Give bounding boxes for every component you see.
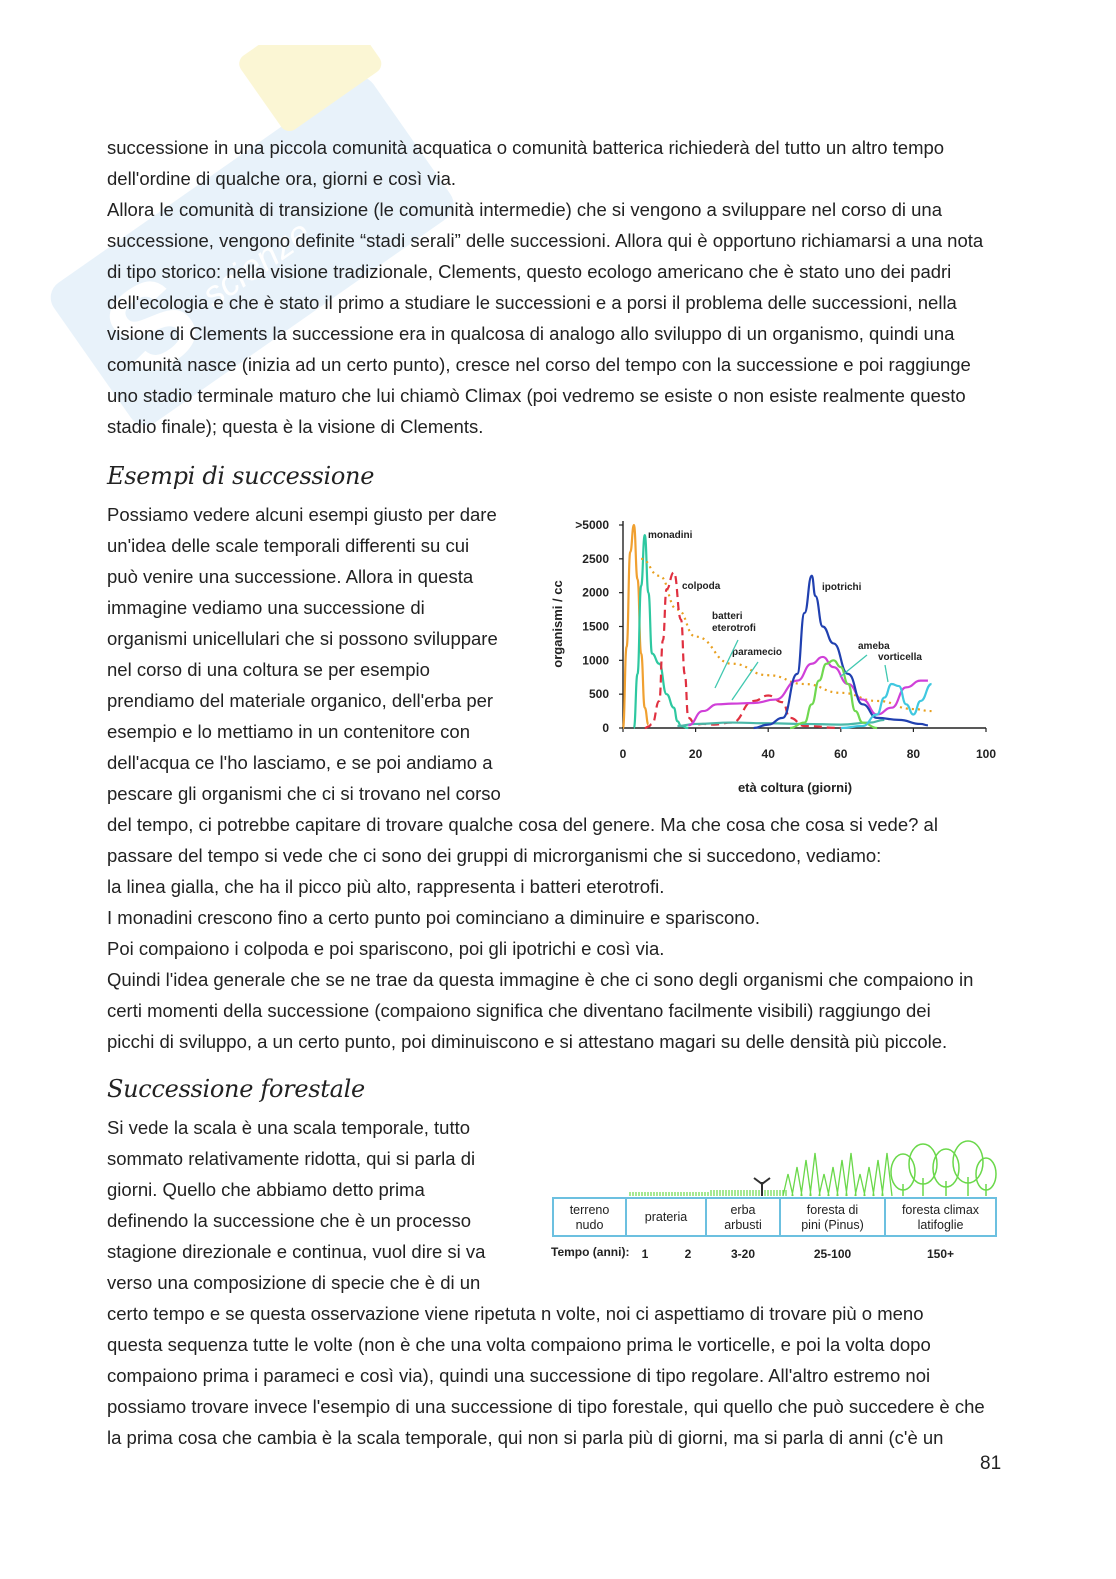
svg-text:scienze: scienze [194,211,318,316]
text-line: stadio finale); questa è la visione di Clements. [107,416,484,437]
text-line: un'idea delle scale temporali differenti su cui [107,535,470,556]
text-line: giorni. Quello che abbiamo detto prima [107,1179,425,1200]
text-line: comunità nasce (inizia ad un certo punto), cresce nel corso del tempo con la successione e poi raggiunge [107,354,971,375]
text-line: Quindi l'idea generale che se ne trae da questa immagine è che ci sono degli organismi che compaiono in [107,969,974,990]
text-line: visione di Clements la successione era in qualcosa di analogo allo sviluppo di un organismo, quindi una [107,323,955,344]
text-line: sommato relativamente ridotta, qui si parla di [107,1148,476,1169]
stage-years: 25-100 [813,1247,852,1261]
text-line: pescare gli organismi che ci si trovano nel corso [107,783,501,804]
text-line: definendo la successione che è un processo [107,1210,472,1231]
series-line-batteri-eterotrofi-lineare- [677,720,884,726]
text-line: dell'acqua ce l'ho lasciamo, e se poi andiamo a [107,752,493,773]
text-line: dell'ecologia e che è stato il primo a studiare le successioni e a porsi il problema delle successioni, nella [107,292,957,313]
section2-full-text [107,1298,985,1453]
stage-label: prateria [644,1210,688,1224]
text-line: di tipo storico: nella visione tradizionale, Clements, questo ecologo americano che è stato uno dei padri [107,261,952,282]
section-heading-esempi: Esempi di successione [107,462,375,490]
x-tick-label: 60 [834,747,848,761]
chart-annotation: monadini [648,530,693,541]
x-axis-label: età coltura (giorni) [737,780,853,795]
stage-label: latifoglie [917,1218,964,1232]
text-line: nel corso di una coltura se per esempio [107,659,430,680]
text-line: immagine vediamo una successione di [107,597,425,618]
x-tick-label: 40 [761,747,775,761]
series-line-monadini [634,535,688,728]
stage-years: 2 [684,1247,692,1261]
y-tick-label: 0 [602,721,609,735]
text-line: certi momenti della successione (compaiono significa che diventano facilmente visibili) raggiungo dei [107,1000,931,1021]
stage-label: pini (Pinus) [801,1218,864,1232]
text-line: questa sequenza tutte le volte (non è che una volta compaiono prima le vorticelle, e poi la volta dopo [107,1334,931,1355]
text-line: possiamo trovare invece l'esempio di una successione di tipo forestale, qui quello che può succedere è che [107,1396,985,1417]
annotation-arrow [732,662,758,700]
annotation-arrow [840,655,867,677]
text-line: organismi unicellulari che si possono sviluppare [107,628,498,649]
text-line: prendiamo del materiale organico, dell'erba per [107,690,494,711]
text-line: del tempo, ci potrebbe capitare di trovare qualche cosa del genere. Ma che cosa che cosa si vede? al [107,814,938,835]
text-line: la linea gialla, che ha il picco più alto, rappresenta i batteri eterotrofi. [107,876,665,897]
text-line: compaiono prima i parameci e così via), quindi una successione di tipo regolare. All'altro estremo noi [107,1365,931,1386]
annotation-arrow [885,665,888,682]
text-line: la prima cosa che cambia è la scala temporale, qui non si parla più di giorni, ma si parla di anni (c'è un [107,1427,944,1448]
chart-annotation: colpoda [682,581,721,592]
chart-annotation: batteri [712,611,743,622]
text-line: I monadini crescono fino a certo punto poi cominciano a diminuire e spariscono. [107,907,761,928]
section1-full-text [107,809,973,1057]
series-line-ameba [790,660,877,728]
section-heading-forestale: Successione forestale [107,1075,365,1103]
text-line: successione in una piccola comunità acquatica o comunità batterica richiederà del tutto un altro tempo [107,137,945,158]
succession-line-chart [540,512,1010,812]
text-line: può venire una successione. Allora in questa [107,566,474,587]
text-line: passare del tempo si vede che ci sono dei gruppi di microrganismi che si succedono, vediamo: [107,845,882,866]
y-tick-label: 1500 [582,619,609,634]
text-line: certo tempo e se questa osservazione viene ripetuta n volte, noi ci aspettiamo di trovare più o meno [107,1303,924,1324]
text-line: stagione direzionale e continua, vuol dire si va [107,1241,486,1262]
intro-paragraph [107,132,983,442]
time-row-label: Tempo (anni): [551,1245,630,1259]
stage-label: terreno [569,1203,610,1217]
chart-annotation: paramecio [732,647,783,658]
stage-years: 3-20 [730,1247,756,1261]
section2-wrap-text [107,1112,485,1298]
chart-annotation: ipotrichi [822,582,862,593]
text-line: Allora le comunità di transizione (le comunità intermedie) che si vengono a sviluppare nel corso di una [107,199,943,220]
text-line: Poi compaiono i colpoda e poi spariscono, poi gli ipotrichi e così via. [107,938,665,959]
text-line: verso una composizione di specie che è di un [107,1272,481,1293]
stage-label: erba [730,1203,756,1217]
y-tick-label: 1000 [582,653,609,668]
text-line: esempio e lo mettiamo in un contenitore con [107,721,471,742]
section1-wrap-text [107,499,501,809]
text-line: uno stadio terminale maturo che lui chiamò Climax (poi vedremo se esiste o non esiste realmente questo [107,385,966,406]
pine-forest-illustration [783,1153,892,1196]
y-axis-label: organismi / cc [550,580,565,668]
stage-label: foresta di [806,1203,859,1217]
chart-annotation: eterotrofi [712,623,756,634]
svg-text:S: S [80,248,224,404]
y-tick-label: 500 [588,687,609,702]
forest-succession-diagram [548,1120,1008,1270]
x-tick-label: 0 [619,747,627,761]
page-number: 81 [980,1453,1002,1474]
stage-label: foresta climax [901,1203,980,1217]
text-line: picchi di sviluppo, a un certo punto, poi diminuiscono e si attestano magari su delle densità più piccole. [107,1031,948,1052]
stage-label: nudo [575,1218,604,1232]
stage-years: 150+ [926,1247,955,1261]
stage-label: arbusti [724,1218,762,1232]
chart-annotation: ameba [858,641,890,652]
text-line: dell'ordine di qualche ora, giorni e così via. [107,168,457,189]
text-line: Si vede la scala è una scala temporale, tutto [107,1117,471,1138]
stage-years: 1 [641,1247,649,1261]
y-tick-label: 2500 [582,551,609,566]
text-line: successione, vengono definite “stadi serali” delle successioni. Allora qui è opportuno richiamarsi a una nota [107,230,984,251]
chart-annotation: vorticella [878,652,922,663]
y-tick-label: >5000 [575,518,609,532]
x-tick-label: 80 [906,747,921,761]
text-line: Possiamo vedere alcuni esempi giusto per dare [107,504,497,525]
x-tick-label: 100 [975,747,997,761]
x-tick-label: 20 [688,747,703,761]
y-tick-label: 2000 [582,585,609,600]
